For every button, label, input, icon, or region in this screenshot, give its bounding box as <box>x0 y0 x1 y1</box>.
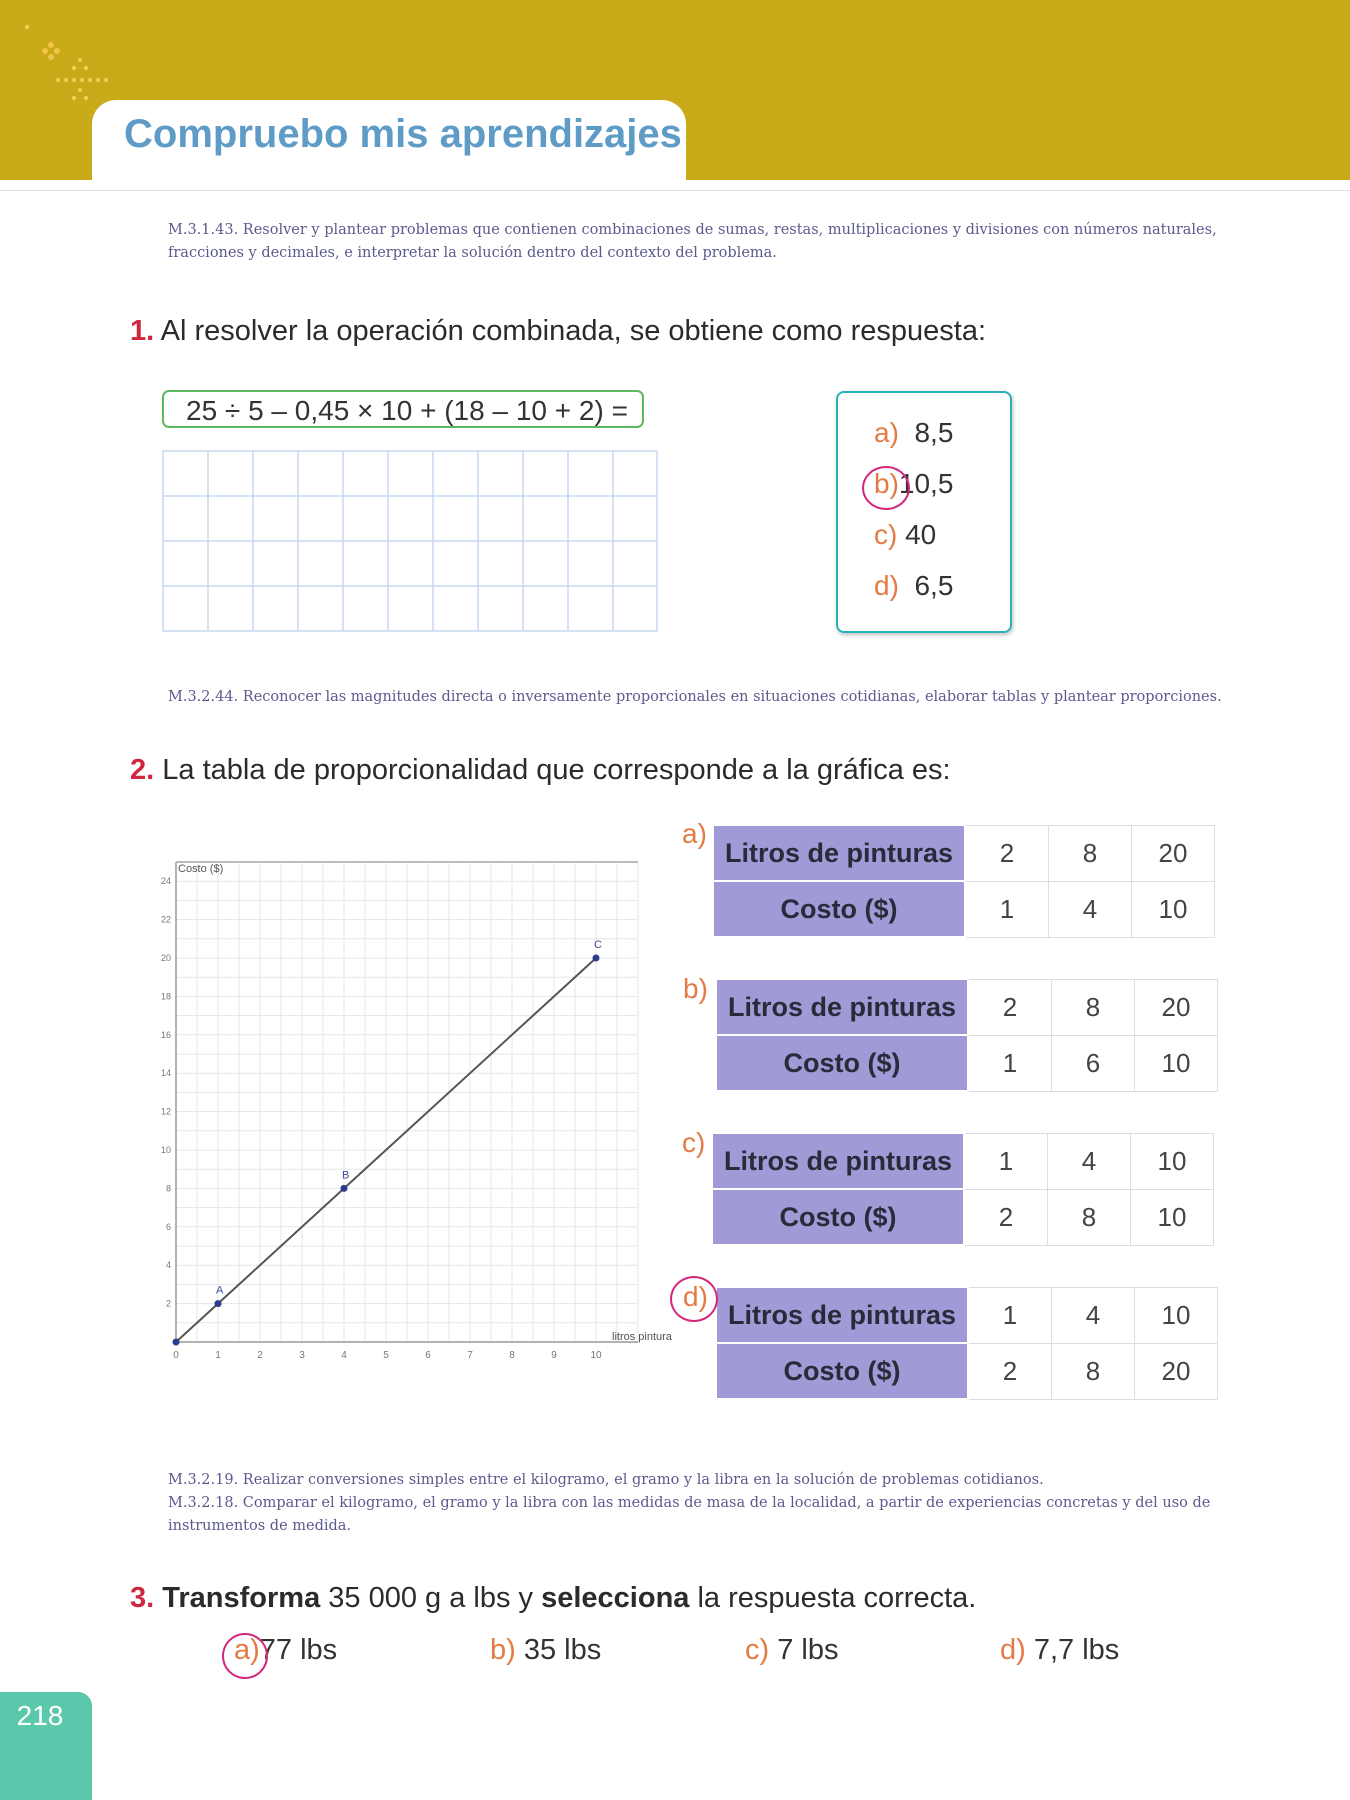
expression-box: 25 ÷ 5 – 0,45 × 10 + (18 – 10 + 2) = <box>162 390 644 428</box>
proportion-table <box>715 1286 1218 1400</box>
question-2-text: La tabla de proporcionalidad que corresponde a la gráfica es: <box>162 754 951 786</box>
y-tick-label: 14 <box>160 1068 171 1079</box>
question-1-text: Al resolver la operación combinada, se obtiene como respuesta: <box>160 315 987 347</box>
table-row <box>713 881 1215 937</box>
table-cell: 10 <box>1132 881 1215 937</box>
question-1 <box>130 315 986 348</box>
table-cell: 2 <box>968 979 1052 1035</box>
skill-text-2: M.3.2.44. Reconocer las magnitudes directa o inversamente proporcionales en situaciones cotidianas, elaborar tablas y plantear proporciones. <box>168 689 1222 705</box>
table-cell: 4 <box>1049 881 1132 937</box>
x-tick-label: 2 <box>257 1350 263 1361</box>
row-header: Litros de pinturas <box>713 825 965 881</box>
proportion-table <box>712 824 1215 938</box>
table-option-letter[interactable]: d) <box>683 1281 708 1312</box>
y-tick-label: 6 <box>165 1221 171 1232</box>
table-cell: 1 <box>968 1035 1052 1091</box>
option-c[interactable]: c) 40 <box>874 519 937 550</box>
table-cell: 1 <box>964 1133 1048 1189</box>
y-tick-label: 22 <box>160 914 171 925</box>
table-cell: 10 <box>1131 1189 1214 1245</box>
y-tick-label: 18 <box>160 991 171 1002</box>
answer-options-box <box>836 391 1012 633</box>
question-1-number: 1. <box>130 315 155 347</box>
table-cell: 1 <box>968 1287 1052 1343</box>
table-row <box>712 1133 1214 1189</box>
proportion-table <box>715 978 1218 1092</box>
y-tick-label: 4 <box>165 1260 171 1271</box>
x-tick-label: 7 <box>467 1350 473 1361</box>
table-option-letter[interactable]: b) <box>683 973 708 1004</box>
row-header: Costo ($) <box>712 1189 964 1245</box>
q3-option-a[interactable]: a)77 lbs <box>234 1634 338 1666</box>
table-row <box>716 1035 1218 1091</box>
row-header: Litros de pinturas <box>716 1287 968 1343</box>
proportion-table <box>711 1132 1214 1246</box>
table-cell: 2 <box>968 1343 1052 1399</box>
x-tick-label: 0 <box>173 1350 179 1361</box>
graph-ylabel: Costo ($) <box>178 863 224 875</box>
table-cell: 10 <box>1135 1035 1218 1091</box>
graph-xlabel: litros pintura <box>612 1331 672 1343</box>
table-cell: 20 <box>1132 825 1215 881</box>
q3-option-b[interactable]: b) 35 lbs <box>490 1634 602 1666</box>
table-cell: 8 <box>1052 1343 1135 1399</box>
point-label: B <box>342 1169 350 1182</box>
table-cell: 2 <box>965 825 1049 881</box>
data-point <box>173 1339 180 1346</box>
table-cell: 2 <box>964 1189 1048 1245</box>
table-row <box>713 825 1215 881</box>
table-cell: 6 <box>1052 1035 1135 1091</box>
table-option-letter[interactable]: c) <box>682 1127 706 1158</box>
table-option-letter[interactable]: a) <box>682 818 707 849</box>
selected-answer-circle-q3 <box>222 1633 268 1679</box>
table-cell: 10 <box>1131 1133 1214 1189</box>
table-cell: 8 <box>1052 979 1135 1035</box>
y-tick-label: 20 <box>160 953 171 963</box>
q3-option-c[interactable]: c) 7 lbs <box>745 1634 839 1666</box>
page-title: Compruebo mis aprendizajes <box>124 112 682 156</box>
selected-answer-circle-q2 <box>670 1276 718 1322</box>
option-d[interactable]: d) 6,5 <box>874 570 954 601</box>
row-header: Litros de pinturas <box>716 979 968 1035</box>
table-cell: 20 <box>1135 1343 1218 1399</box>
point-label: C <box>594 939 602 951</box>
x-tick-label: 8 <box>509 1350 515 1361</box>
option-b[interactable]: b)10,5 <box>874 468 954 499</box>
q3-option-d[interactable]: d) 7,7 lbs <box>1000 1634 1120 1666</box>
x-tick-label: 10 <box>590 1350 602 1361</box>
x-tick-label: 1 <box>215 1350 221 1361</box>
table-cell: 1 <box>965 881 1049 937</box>
table-cell: 10 <box>1135 1287 1218 1343</box>
selected-answer-circle-q1 <box>862 466 910 510</box>
table-row <box>716 1343 1218 1399</box>
y-tick-label: 16 <box>160 1029 171 1040</box>
y-tick-label: 24 <box>160 876 171 887</box>
question-2 <box>130 754 951 787</box>
skill-text-3a: M.3.2.19. Realizar conversiones simples entre el kilogramo, el gramo y la libra en la solución de problemas cotidianos. <box>168 1472 1044 1488</box>
table-cell: 20 <box>1135 979 1218 1035</box>
table-cell: 8 <box>1049 825 1132 881</box>
row-header: Costo ($) <box>716 1035 968 1091</box>
row-header: Costo ($) <box>713 881 965 937</box>
work-grid <box>162 450 658 632</box>
data-point <box>593 955 600 962</box>
x-tick-label: 4 <box>341 1350 347 1361</box>
y-tick-label: 2 <box>165 1298 171 1309</box>
y-tick-label: 12 <box>160 1106 171 1117</box>
x-tick-label: 9 <box>551 1350 557 1361</box>
table-row <box>716 1287 1218 1343</box>
table-row <box>716 979 1218 1035</box>
y-tick-label: 8 <box>165 1183 171 1194</box>
x-tick-label: 6 <box>425 1350 431 1361</box>
table-cell: 4 <box>1052 1287 1135 1343</box>
skill-text-3b: M.3.2.18. Comparar el kilogramo, el gramo y la libra con las medidas de masa de la localidad, a partir de experiencias concretas y del uso de instrumentos de medida. <box>168 1495 1211 1534</box>
table-row <box>712 1189 1214 1245</box>
question-3-number: 3. <box>130 1582 155 1614</box>
point-label: A <box>216 1284 224 1297</box>
y-tick-label: 10 <box>160 1145 171 1155</box>
proportionality-graph <box>160 848 672 1372</box>
question-2-number: 2. <box>130 754 155 786</box>
row-header: Litros de pinturas <box>712 1133 964 1189</box>
x-tick-label: 5 <box>383 1350 389 1361</box>
skill-text-1: M.3.1.43. Resolver y plantear problemas que contienen combinaciones de sumas, restas, multiplicaciones y divisiones con números naturales, fracciones y decimales, e interpretar la solución dentro del contexto del problema. <box>168 222 1217 261</box>
data-point <box>341 1185 348 1192</box>
x-tick-label: 3 <box>299 1350 305 1361</box>
option-a[interactable]: a) 8,5 <box>874 417 954 448</box>
page-number: 218 <box>16 1700 64 1731</box>
table-cell: 8 <box>1048 1189 1131 1245</box>
question-3: 3. Transforma 35 000 g a lbs y selecciona la respuesta correcta. <box>130 1582 977 1614</box>
table-cell: 4 <box>1048 1133 1131 1189</box>
header-divider <box>0 190 1350 191</box>
data-point <box>215 1300 222 1307</box>
row-header: Costo ($) <box>716 1343 968 1399</box>
